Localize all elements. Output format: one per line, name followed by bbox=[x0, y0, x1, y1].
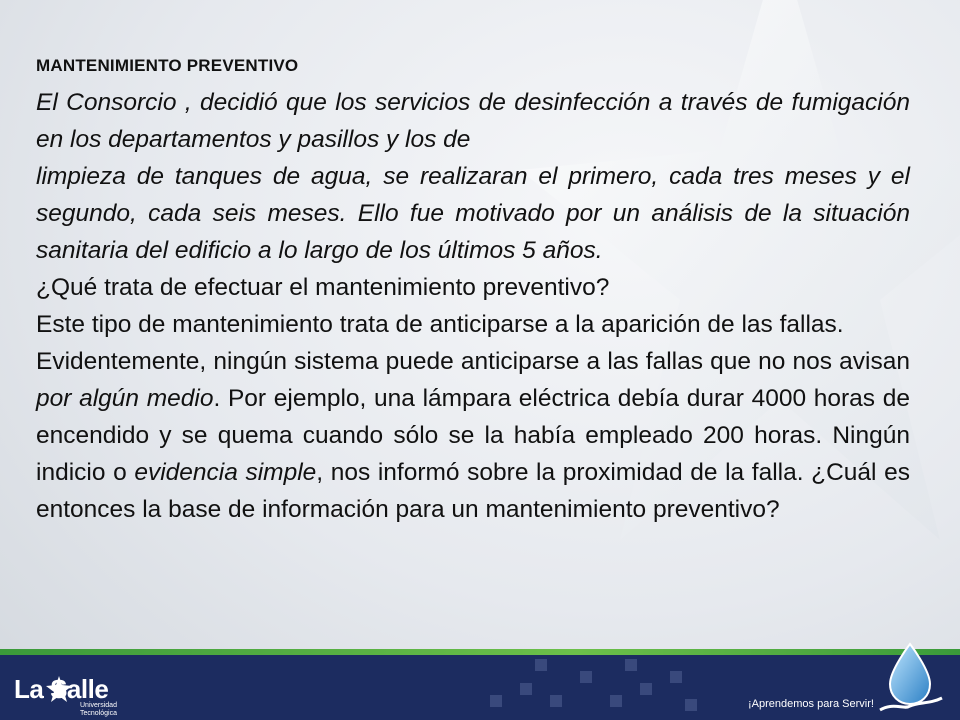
logo-subtitle-line-2: Tecnológica bbox=[80, 710, 117, 717]
explanation-part-3: , nos informó sobre la proximidad de la falla. ¿Cuál es entonces la base de información para un mantenimiento preventivo? bbox=[36, 459, 911, 523]
intro-paragraph-1: El Consorcio , decidió que los servicios de desinfección a través de fumigación en los departamentos y pasillos y los de bbox=[36, 89, 910, 153]
slide-content bbox=[36, 56, 910, 528]
logo-subtitle bbox=[80, 702, 117, 718]
logo-subtitle-line-1: Universidad bbox=[80, 702, 117, 709]
answer-text: Este tipo de mantenimiento trata de anticiparse a la aparición de las fallas. bbox=[36, 311, 844, 338]
explanation-paragraph bbox=[36, 343, 910, 528]
question-text: ¿Qué trata de efectuar el mantenimiento preventivo? bbox=[36, 274, 610, 301]
explanation-emphasis-1: por algún medio bbox=[36, 385, 214, 412]
water-drop-icon bbox=[874, 640, 946, 720]
intro-paragraph-2: limpieza de tanques de agua, se realizaran el primero, cada tres meses y el segundo, cada seis meses. Ello fue motivado por un análisis de la situación sanitaria del edificio a lo largo de los últimos 5 años. bbox=[36, 163, 910, 264]
explanation-part-2: . Por ejemplo, una lámpara eléctrica debía durar 4000 horas de encendido y se quema cuando sólo se la había empleado 200 horas. Ningún indicio o bbox=[36, 385, 910, 486]
logo-name: La Salle bbox=[14, 674, 109, 704]
slide-heading: MANTENIMIENTO PREVENTIVO bbox=[36, 56, 299, 75]
footer-pattern bbox=[480, 655, 710, 720]
footer-slogan: ¡Aprendemos para Servir! bbox=[748, 698, 874, 710]
explanation-part-1: Evidentemente, ningún sistema puede anticiparse a las fallas que no nos avisan bbox=[36, 348, 910, 375]
explanation-emphasis-2: evidencia simple bbox=[134, 459, 317, 486]
